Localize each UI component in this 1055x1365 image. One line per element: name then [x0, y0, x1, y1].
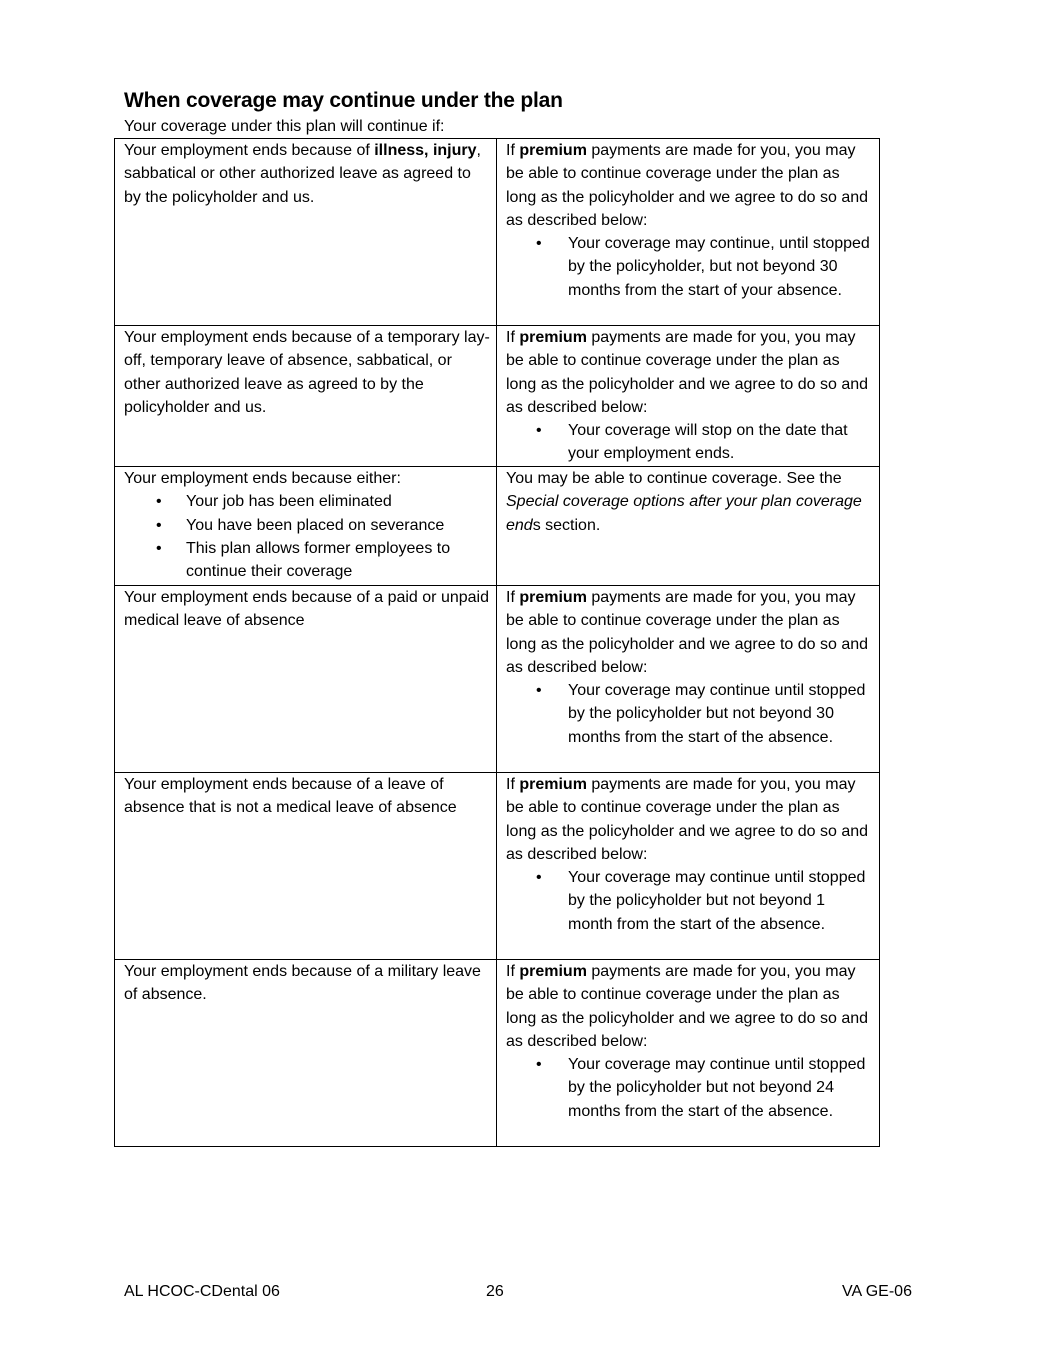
- outcome-text-part: payments are made for you, you may be able to continue coverage under the plan as long as the policyholder and we agree to do so and as described below:: [506, 963, 869, 1050]
- condition-bold-term: illness,: [374, 142, 429, 159]
- list-item: • Your coverage may continue until stopped by the policyholder but not beyond 24 months from the start of the absence.: [506, 1053, 873, 1123]
- condition-cell: [115, 467, 497, 586]
- outcome-text: [506, 960, 873, 1053]
- outcome-text: [506, 586, 873, 679]
- outcome-cell: [497, 139, 880, 326]
- outcome-cell: [497, 467, 880, 586]
- condition-cell: Your employment ends because of a paid or unpaid medical leave of absence: [115, 586, 497, 773]
- outcome-text-part: payments are made for you, you may be able to continue coverage under the plan as long as the policyholder and we agree to do so and as described below:: [506, 142, 869, 229]
- table-row: [115, 139, 880, 326]
- outcome-text-part: s section.: [532, 516, 601, 534]
- outcome-bullet-list: [506, 679, 873, 749]
- list-item: • Your coverage may continue, until stopped by the policyholder, but not beyond 30 months from the start of your absence.: [506, 232, 873, 302]
- outcome-text: [506, 773, 873, 866]
- outcome-text-part: payments are made for you, you may be able to continue coverage under the plan as long as the policyholder and we agree to do so and as described below:: [506, 776, 869, 863]
- table-row: [115, 960, 880, 1147]
- condition-cell: Your employment ends because of a leave of absence that is not a medical leave of absence: [115, 773, 497, 960]
- premium-term: premium: [519, 776, 587, 793]
- list-item: • Your coverage may continue until stopped by the policyholder but not beyond 30 months from the start of the absence.: [506, 679, 873, 749]
- condition-cell: [115, 139, 497, 326]
- table-row: [115, 586, 880, 773]
- footer-state-code: VA GE-06: [842, 1283, 912, 1300]
- footer-page-number: 26: [486, 1283, 504, 1300]
- outcome-text-part: payments are made for you, you may be able to continue coverage under the plan as long as the policyholder and we agree to do so and as described below:: [506, 589, 869, 676]
- footer-form-code: AL HCOC-CDental 06: [124, 1283, 280, 1300]
- table-row: [115, 773, 880, 960]
- section-reference: Special coverage options after your plan coverage end: [506, 493, 862, 534]
- outcome-bullet-list: [506, 866, 873, 936]
- outcome-cell: [497, 773, 880, 960]
- outcome-text-part: If: [506, 963, 520, 980]
- condition-text: Your employment ends because either:: [124, 470, 401, 487]
- outcome-bullet-list: [506, 419, 873, 466]
- outcome-text-part: If: [506, 776, 520, 793]
- table-row: [115, 326, 880, 467]
- outcome-text: [506, 326, 873, 419]
- condition-bullet-list: [124, 490, 490, 583]
- list-item: • Your job has been eliminated: [124, 490, 490, 513]
- condition-text: , sabbatical or other authorized leave as agreed to by the policyholder and us.: [124, 142, 481, 206]
- list-item: • Your coverage will stop on the date that your employment ends.: [506, 419, 873, 466]
- outcome-text: [506, 139, 873, 232]
- premium-term: premium: [519, 329, 587, 346]
- outcome-text-part: If: [506, 142, 520, 159]
- premium-term: premium: [519, 963, 587, 980]
- coverage-table: [114, 138, 880, 1147]
- outcome-bullet-list: [506, 1053, 873, 1123]
- condition-cell: Your employment ends because of a military leave of absence.: [115, 960, 497, 1147]
- outcome-text-part: payments are made for you, you may be able to continue coverage under the plan as long as the policyholder and we agree to do so and as described below:: [506, 329, 869, 416]
- premium-term: premium: [519, 142, 587, 159]
- outcome-text-part: If: [506, 589, 520, 606]
- condition-cell: Your employment ends because of a temporary lay-off, temporary leave of absence, sabbatical, or other authorized leave as agreed to by the policyholder and us.: [115, 326, 497, 467]
- list-item: • This plan allows former employees to continue their coverage: [124, 537, 490, 584]
- outcome-cell: [497, 326, 880, 467]
- outcome-text-part: You may be able to continue coverage. See the: [506, 470, 842, 487]
- outcome-cell: [497, 960, 880, 1147]
- page-heading: When coverage may continue under the plan: [124, 89, 563, 112]
- table-row: [115, 467, 880, 586]
- outcome-cell: [497, 586, 880, 773]
- list-item: • You have been placed on severance: [124, 514, 490, 537]
- condition-text: Your employment ends because of: [124, 142, 375, 159]
- list-item: • Your coverage may continue until stopped by the policyholder but not beyond 1 month from the start of the absence.: [506, 866, 873, 936]
- condition-bold-term: injury: [432, 142, 477, 159]
- intro-text: Your coverage under this plan will continue if:: [124, 118, 445, 135]
- premium-term: premium: [519, 589, 587, 606]
- outcome-text-part: If: [506, 329, 520, 346]
- outcome-bullet-list: [506, 232, 873, 302]
